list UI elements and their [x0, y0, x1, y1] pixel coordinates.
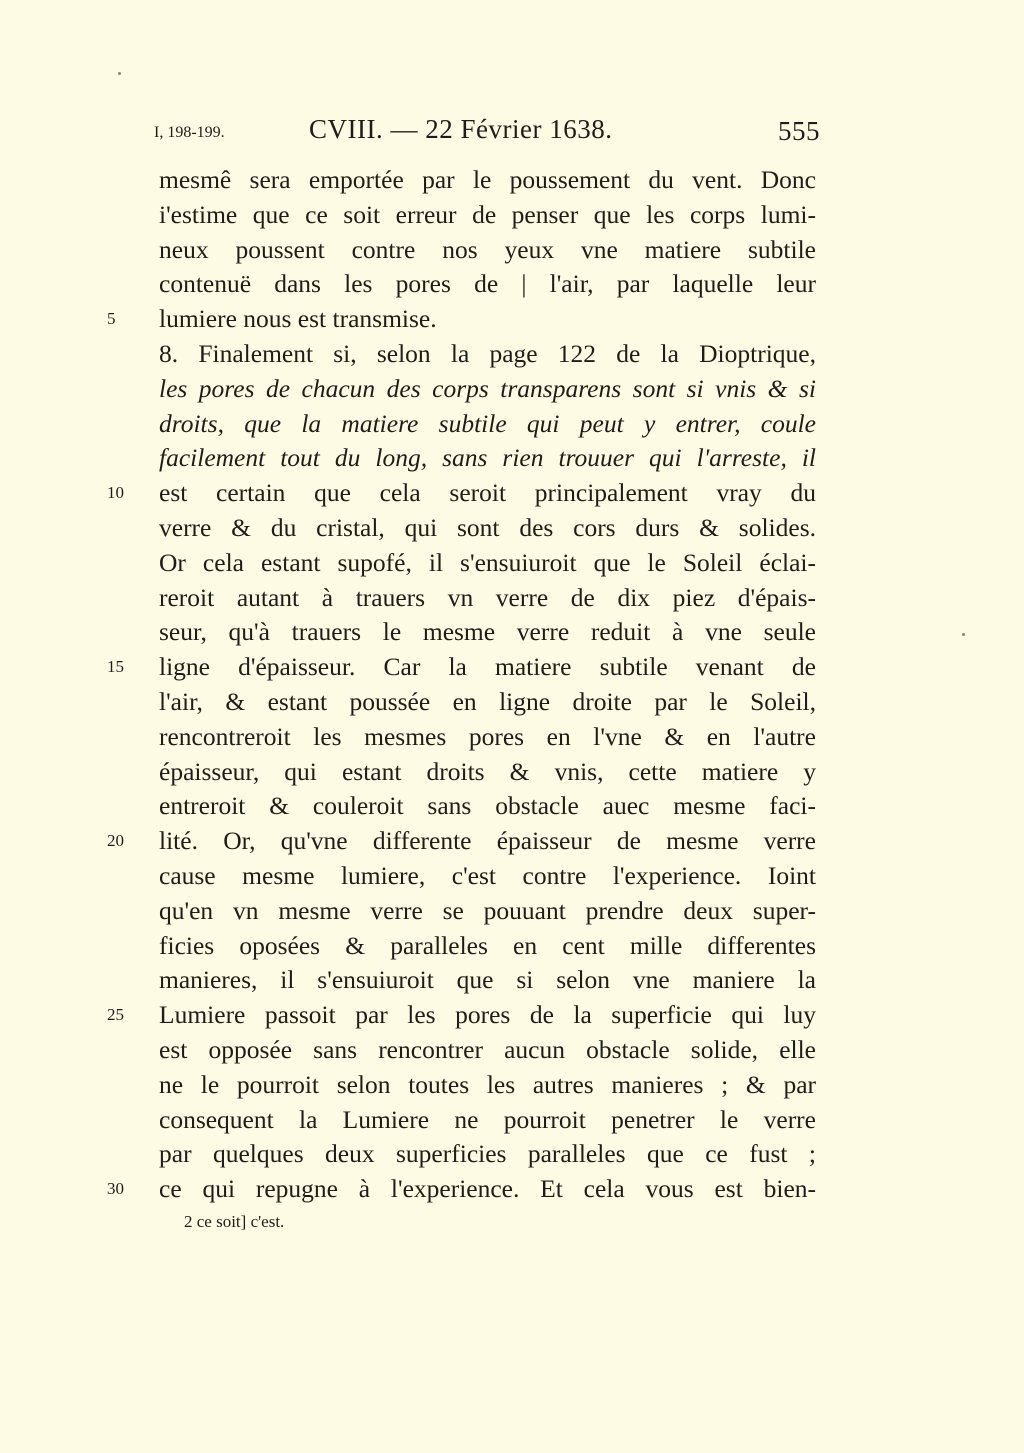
line-text: est opposée sans rencontrer aucun obstacle solide, elle	[159, 1034, 816, 1064]
text-line	[159, 163, 816, 198]
text-line	[159, 929, 816, 964]
page-number: 555	[778, 116, 820, 146]
line-text: les pores de chacun des corps transparens sont si vnis & si	[159, 373, 816, 403]
paper-speck	[962, 633, 965, 636]
line-text: épaisseur, qui estant droits & vnis, cette matiere y	[159, 756, 816, 786]
line-text: 8. Finalement si, selon la page 122 de la Dioptrique,	[159, 338, 816, 368]
line-text: reroit autant à trauers vn verre de dix piez d'épais-	[159, 582, 816, 612]
line-text: manieres, il s'ensuiuroit que si selon vne maniere la	[159, 965, 816, 995]
text-line	[159, 789, 816, 824]
line-text: seur, qu'à trauers le mesme verre reduit à vne seule	[159, 617, 816, 647]
text-line	[159, 581, 816, 616]
line-number: 25	[107, 1005, 124, 1025]
text-line	[159, 1103, 816, 1138]
line-text: neux poussent contre nos yeux vne matiere subtile	[159, 234, 816, 264]
line-text: contenuë dans les pores de | l'air, par laquelle leur	[159, 269, 816, 299]
line-text: verre & du cristal, qui sont des cors durs & solides.	[159, 512, 816, 542]
line-text: Lumiere passoit par les pores de la superficie qui luy	[159, 1000, 816, 1030]
line-text: l'air, & estant poussée en ligne droite par le Soleil,	[159, 686, 816, 716]
line-number: 15	[107, 657, 124, 677]
line-text: par quelques deux superficies paralleles que ce fust ;	[159, 1139, 816, 1169]
text-line	[107, 824, 816, 859]
text-line	[159, 267, 816, 302]
line-text: ne le pourroit selon toutes les autres manieres ; & par	[159, 1069, 816, 1099]
line-number: 30	[107, 1179, 124, 1199]
line-text: ficies oposées & paralleles en cent mille differentes	[159, 930, 816, 960]
line-text: ce qui repugne à l'experience. Et cela vous est bien-	[159, 1174, 816, 1204]
line-number: 20	[107, 831, 124, 851]
text-line	[159, 615, 816, 650]
text-line	[159, 546, 816, 581]
line-text: i'estime que ce soit erreur de penser que les corps lumi-	[159, 199, 816, 229]
line-text: consequent la Lumiere ne pourroit penetrer le verre	[159, 1104, 816, 1134]
line-text: cause mesme lumiere, c'est contre l'experience. Ioint	[159, 860, 816, 890]
text-line	[159, 755, 816, 790]
line-text: lumiere nous est transmise.	[159, 304, 437, 334]
text-line	[159, 441, 816, 476]
line-text: entreroit & couleroit sans obstacle auec mesme faci-	[159, 791, 816, 821]
text-line	[159, 372, 816, 407]
text-line	[159, 685, 816, 720]
text-line	[159, 720, 816, 755]
text-line	[159, 1068, 816, 1103]
line-number: 10	[107, 483, 124, 503]
text-line	[159, 894, 816, 929]
text-line	[159, 963, 816, 998]
paper-speck	[118, 72, 121, 75]
line-text: facilement tout du long, sans rien trouuer qui l'arreste, il	[159, 443, 816, 473]
line-text: est certain que cela seroit principalement vray du	[159, 478, 816, 508]
letter-title: CVIII. — 22 Février 1638.	[309, 114, 613, 144]
text-line	[159, 233, 816, 268]
text-line	[159, 198, 816, 233]
line-text: mesmê sera emportée par le poussement du vent. Donc	[159, 165, 816, 194]
footnote: 2 ce soit] c'est.	[184, 1212, 285, 1231]
line-text: ligne d'épaisseur. Car la matiere subtile venant de	[159, 652, 816, 682]
text-line	[107, 302, 816, 337]
line-text: droits, que la matiere subtile qui peut y entrer, coule	[159, 408, 816, 438]
text-line	[159, 1137, 816, 1172]
text-body	[107, 163, 816, 1207]
volume-reference: I, 198-199.	[154, 124, 225, 141]
line-text: lité. Or, qu'vne differente épaisseur de mesme verre	[159, 826, 816, 856]
text-line	[107, 998, 816, 1033]
text-line	[159, 859, 816, 894]
text-line	[107, 476, 816, 511]
text-line	[107, 650, 816, 685]
text-line	[159, 511, 816, 546]
text-line	[159, 407, 816, 442]
text-line	[159, 337, 816, 372]
running-header	[154, 112, 820, 152]
line-number: 5	[107, 309, 116, 329]
line-text: rencontreroit les mesmes pores en l'vne & en l'autre	[159, 721, 816, 751]
line-text: Or cela estant supofé, il s'ensuiuroit que le Soleil éclai-	[159, 547, 816, 577]
line-text: qu'en vn mesme verre se pouuant prendre deux super-	[159, 895, 816, 925]
text-line	[159, 1033, 816, 1068]
text-line	[107, 1172, 816, 1207]
